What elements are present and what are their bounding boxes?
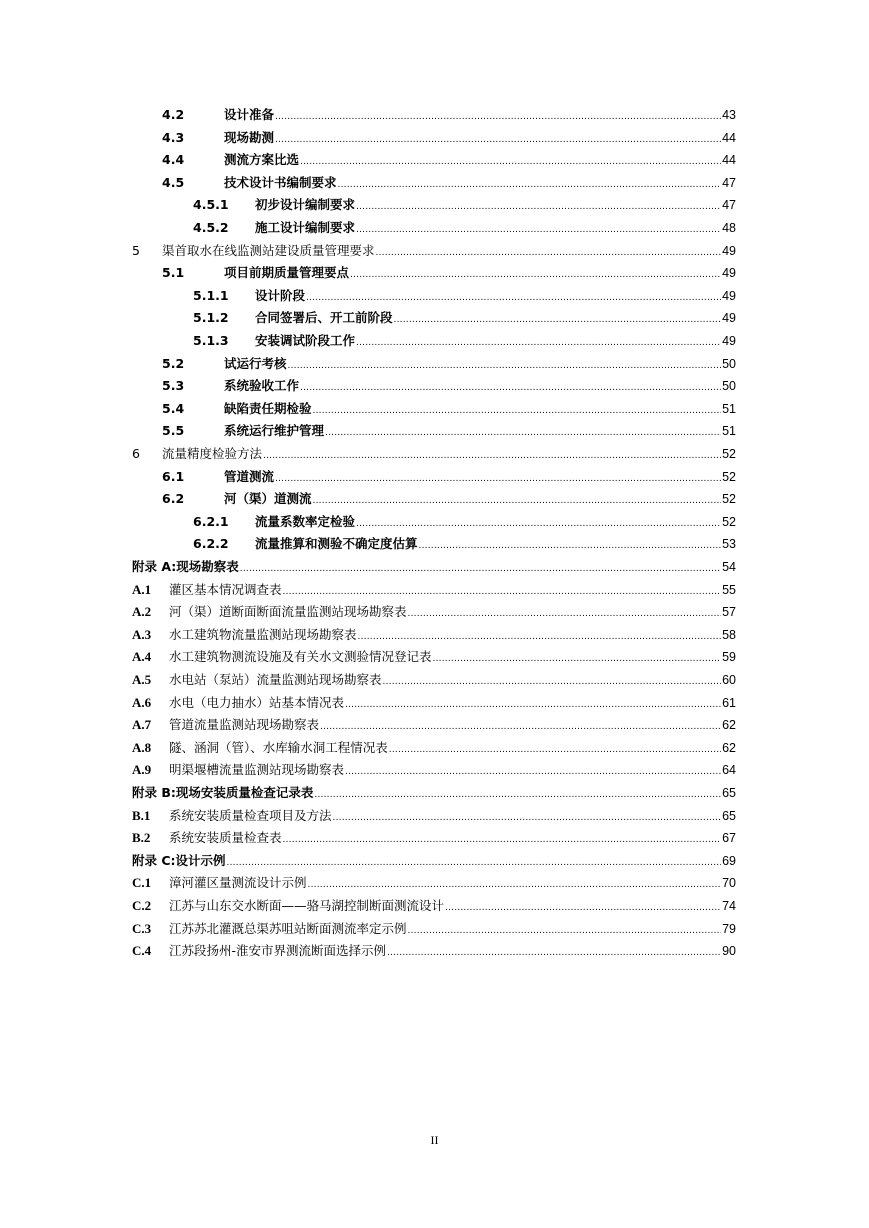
toc-entry-title: 水电（电力抽水）站基本情况表 [169,694,345,710]
toc-entry-title: 江苏苏北灌溉总渠苏咀站断面测流率定示例 [169,920,407,936]
dot-leader [419,536,722,556]
toc-entry[interactable] [132,557,736,577]
dot-leader [350,265,721,285]
toc-entry-title: 隧、涵洞（管）、水库输水洞工程情况表 [169,739,388,755]
toc-entry-title: 渠首取水在线监测站建设质量管理要求 [162,242,375,258]
toc-entry-page: 50 [722,379,736,394]
toc-entry-page: 65 [722,786,736,800]
dot-leader [356,197,721,217]
toc-entry-number: A.4 [132,649,152,665]
toc-entry-number: 5.1.3 [193,333,229,348]
toc-entry-number: C.4 [132,943,152,959]
toc-entry-page: 44 [722,130,736,145]
dot-leader [383,672,722,692]
dot-leader [376,243,722,263]
toc-entry-page: 49 [722,334,736,348]
toc-entry-page: 51 [722,401,736,416]
dot-leader [408,921,722,941]
toc-entry[interactable] [132,715,736,735]
toc-entry-number: A.3 [132,626,152,642]
dot-leader [275,469,721,489]
toc-entry-page: 67 [722,831,736,846]
toc-entry-number: 5 [132,242,140,258]
dot-leader [308,875,722,895]
toc-entry-title: 系统验收工作 [224,378,300,394]
toc-entry-title: 附录 A:现场勘察表 [132,559,239,574]
toc-entry-number: 4.5.1 [193,197,229,213]
toc-entry-title: 流量推算和测验不确定度估算 [255,536,418,552]
toc-entry-page: 61 [722,695,736,710]
toc-entry-page: 60 [722,673,736,687]
toc-entry[interactable] [193,331,736,351]
dot-leader [333,808,722,828]
toc-entry-title: 水工建筑物测流设施及有关水文测验情况登记表 [169,649,432,665]
page-number: II [430,1133,439,1147]
toc-entry[interactable] [162,467,736,487]
toc-entry-page: 51 [722,424,736,439]
toc-entry[interactable] [132,828,736,848]
dot-leader [345,762,721,782]
toc-entry-page: 48 [722,221,736,235]
toc-entry-title: 安装调试阶段工作 [255,333,356,348]
toc-entry[interactable] [162,421,736,441]
toc-entry[interactable] [132,806,736,826]
toc-entry[interactable] [162,150,736,170]
toc-entry-title: 附录 C:设计示例 [132,852,226,868]
toc-entry-title: 试运行考核 [224,355,287,371]
toc-entry[interactable] [193,512,736,532]
toc-entry-number: A.5 [132,672,152,687]
toc-entry[interactable] [132,760,736,780]
dot-leader [240,559,721,579]
toc-entry-number: 4.5.2 [193,220,229,235]
dot-leader [358,627,722,647]
dot-leader [387,943,721,963]
toc-entry-title: 明渠堰槽流量监测站现场勘察表 [169,762,345,778]
toc-entry[interactable] [132,919,736,939]
dot-leader [433,649,722,669]
toc-entry-page: 47 [722,198,736,213]
toc-entry[interactable] [193,195,736,215]
toc-entry-page: 50 [722,356,736,371]
toc-entry-title: 缺陷责任期检验 [224,400,312,416]
toc-entry-number: B.1 [132,807,151,823]
toc-entry-page: 49 [722,311,736,326]
toc-entry-title: 江苏段扬州-淮安市界测流断面选择示例 [169,943,387,959]
toc-entry-title: 系统运行维护管理 [224,423,325,439]
toc-entry-number: 6.2 [162,491,185,507]
toc-entry-page: 74 [722,899,736,913]
toc-entry-number: A.7 [132,717,152,733]
toc-entry-title: 流量系数率定检验 [255,513,356,529]
dot-leader [300,378,721,398]
toc-entry[interactable] [162,489,736,509]
toc-entry-page: 49 [722,288,736,303]
toc-entry-title: 施工设计编制要求 [255,220,356,235]
dot-leader [408,604,722,624]
toc-entry-page: 53 [722,537,736,552]
toc-entry-title: 设计阶段 [255,287,306,303]
dot-leader [300,152,721,172]
toc-entry-number: 4.4 [162,152,185,168]
toc-entry-title: 水工建筑物流量监测站现场勘察表 [169,626,357,642]
dot-leader [275,107,721,127]
toc-entry[interactable] [132,783,736,803]
toc-entry-title: 设计准备 [224,107,275,122]
toc-entry-number: C.3 [132,920,152,936]
toc-entry[interactable] [132,647,736,667]
dot-leader [345,695,721,715]
toc-entry[interactable] [132,241,736,261]
dot-leader [394,310,722,330]
dot-leader [227,853,722,873]
toc-entry-number: A.9 [132,762,152,778]
toc-entry-page: 70 [722,876,736,891]
toc-entry-page: 52 [722,447,736,461]
toc-entry-title: 水电站（泵站）流量监测站现场勘察表 [169,672,382,687]
toc-entry-page: 49 [722,266,736,281]
toc-entry-title: 流量精度检验方法 [162,446,263,461]
dot-leader [275,130,721,150]
toc-entry-title: 管道流量监测站现场勘察表 [169,717,320,733]
toc-entry-page: 54 [722,560,736,574]
dot-leader [313,491,722,511]
toc-entry-page: 69 [722,853,736,868]
toc-entry[interactable] [193,218,736,238]
toc-entry-page: 52 [722,469,736,484]
toc-entry-page: 52 [722,492,736,507]
toc-entry[interactable] [132,602,736,622]
dot-leader [288,356,722,376]
toc-entry-page: 43 [722,108,736,122]
toc-entry-title: 漳河灌区量测流设计示例 [169,875,307,891]
toc-entry[interactable] [162,263,736,283]
toc-entry[interactable] [162,354,736,374]
toc-entry-number: 5.1 [162,265,185,281]
dot-leader [356,220,721,240]
toc-entry-title: 江苏与山东交水断面——骆马湖控制断面测流设计 [169,898,445,913]
dot-leader [325,423,721,443]
toc-entry[interactable] [132,670,736,690]
toc-entry-page: 62 [722,718,736,733]
toc-entry-number: 4.2 [162,107,185,122]
toc-entry-number: 4.5 [162,174,185,190]
toc-entry-number: 5.1.1 [193,287,229,303]
toc-entry-number: A.1 [132,581,152,597]
dot-leader [356,333,721,353]
dot-leader [314,785,721,805]
toc-entry[interactable] [132,625,736,645]
toc-entry-title: 灌区基本情况调查表 [169,581,282,597]
toc-entry-page: 65 [722,808,736,823]
dot-leader [283,830,722,850]
toc-entry-number: C.2 [132,898,152,913]
toc-entry[interactable] [162,399,736,419]
toc-entry[interactable] [132,851,736,871]
toc-entry-title: 测流方案比选 [224,152,300,168]
toc-entry[interactable] [162,105,736,125]
toc-entry-number: A.2 [132,604,152,620]
toc-entry[interactable] [132,580,736,600]
toc-entry-title: 技术设计书编制要求 [224,174,337,190]
toc-entry-title: 系统安装质量检查表 [169,830,282,846]
toc-entry[interactable] [132,873,736,893]
toc-entry-title: 项目前期质量管理要点 [224,265,350,281]
toc-entry[interactable] [132,941,736,961]
toc-entry[interactable] [193,534,736,554]
toc-entry-number: 5.1.2 [193,310,229,326]
toc-entry-number: 5.3 [162,378,185,394]
toc-entry-title: 河（渠）道测流 [224,491,312,507]
toc-entry-page: 44 [722,153,736,168]
toc-entry-page: 52 [722,514,736,529]
toc-entry-title: 河（渠）道断面断面流量监测站现场勘察表 [169,604,407,620]
toc-entry-title: 合同签署后、开工前阶段 [255,310,393,326]
toc-entry-page: 49 [722,243,736,258]
toc-entry-number: 6.2.2 [193,536,229,552]
toc-entry-number: 6.2.1 [193,513,229,529]
toc-entry-page: 58 [722,627,736,642]
toc-entry-number: 5.5 [162,423,185,439]
toc-entry-title: 附录 B:现场安装质量检查记录表 [132,785,314,800]
toc-entry-page: 64 [722,763,736,778]
dot-leader [389,740,721,760]
dot-leader [283,582,722,602]
toc-entry[interactable] [132,738,736,758]
toc-entry-number: B.2 [132,830,151,846]
toc-entry-page: 55 [722,582,736,597]
toc-entry-title: 管道测流 [224,468,275,484]
dot-leader [313,401,722,421]
toc-entry-page: 62 [722,740,736,755]
toc-entry-number: 4.3 [162,129,185,145]
toc-entry[interactable] [193,286,736,306]
toc-entry-page: 57 [722,605,736,620]
toc-entry[interactable] [162,128,736,148]
dot-leader [445,898,721,918]
toc-entry-number: A.6 [132,694,152,710]
toc-entry-number: 5.4 [162,400,185,416]
toc-entry-number: 6 [132,446,140,461]
toc-entry-number: 5.2 [162,355,185,371]
toc-entry[interactable] [132,693,736,713]
toc-entry-number: 6.1 [162,468,185,484]
toc-entry-title: 系统安装质量检查项目及方法 [169,807,332,823]
dot-leader [263,446,721,466]
dot-leader [320,717,721,737]
toc-entry-page: 47 [722,175,736,190]
toc-entry-page: 90 [722,944,736,959]
toc-entry[interactable] [162,376,736,396]
toc-entry-page: 59 [722,650,736,665]
toc-entry[interactable] [193,308,736,328]
toc-entry[interactable] [132,444,736,464]
toc-entry-page: 79 [722,921,736,936]
dot-leader [338,175,722,195]
dot-leader [356,514,721,534]
toc-entry-number: A.8 [132,739,152,755]
toc-entry[interactable] [132,896,736,916]
dot-leader [306,288,721,308]
toc-entry-title: 初步设计编制要求 [255,197,356,213]
toc-entry[interactable] [162,173,736,193]
toc-entry-number: C.1 [132,875,152,891]
toc-entry-title: 现场勘测 [224,129,275,145]
